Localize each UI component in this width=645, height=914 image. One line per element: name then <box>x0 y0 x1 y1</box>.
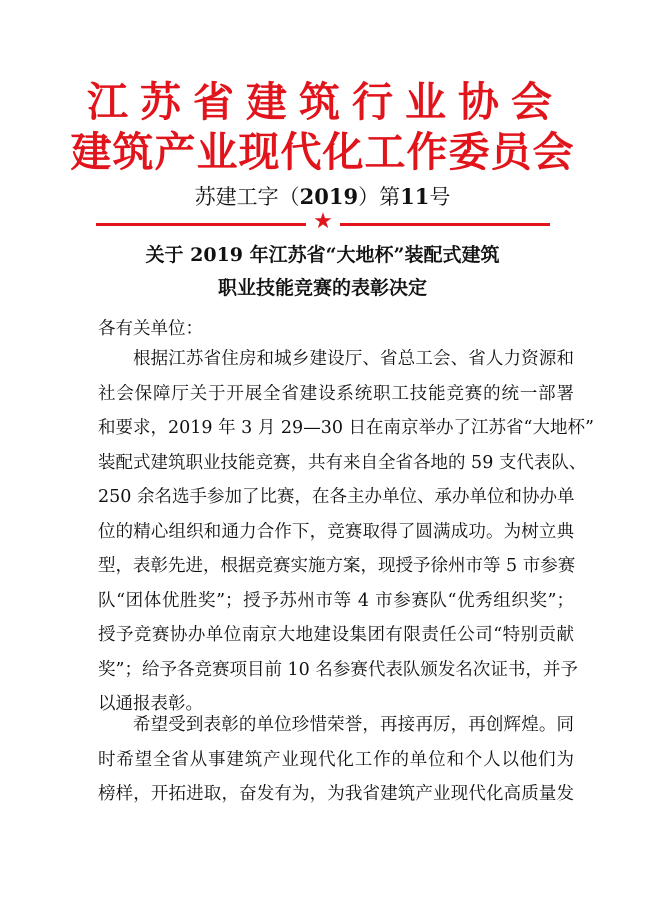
paragraph-line: 250 余名选手参加了比赛，在各主办单位、承办单位和协办单 <box>98 487 575 507</box>
paragraph-line: 型，表彰先进，根据竞赛实施方案，现授予徐州市等 5 市参赛 <box>98 556 576 576</box>
paragraph-line: 榜样，开拓进取，奋发有为，为我省建筑产业现代化高质量发 <box>98 784 574 804</box>
document-title-line1: 关于 2019 年江苏省“大地杯”装配式建筑 <box>145 244 500 266</box>
paragraph-line: 希望受到表彰的单位珍惜荣誉，再接再厉，再创辉煌。同 <box>133 715 574 735</box>
paragraph-line: 社会保障厅关于开展全省建设系统职工技能竞赛的统一部署 <box>98 383 574 404</box>
paragraph-line: 队“团体优胜奖”；授予苏州市等 4 市参赛队“优秀组织奖”； <box>98 590 574 611</box>
star-icon: ★ <box>313 209 333 234</box>
paragraph-line: 根据江苏省住房和城乡建设厅、省总工会、省人力资源和 <box>133 349 574 369</box>
document-number <box>0 183 645 211</box>
doc-number-prefix: 苏建工字（ <box>194 185 300 209</box>
doc-number-suffix: 号 <box>429 185 451 209</box>
paragraph-line: 和要求，2019 年 3 月 29—30 日在南京举办了江苏省“大地杯” <box>98 418 594 438</box>
org-name-line1: 江苏省建筑行业协会 <box>87 78 564 126</box>
paragraph-line: 授予竞赛协办单位南京大地建设集团有限责任公司“特别贡献 <box>98 625 574 645</box>
paragraph-line: 以通报表彰。 <box>98 694 203 714</box>
doc-number-year: 2019 <box>299 184 359 209</box>
paragraph-line: 装配式建筑职业技能竞赛，共有来自全省各地的 59 支代表队、 <box>98 452 587 473</box>
divider-line-right <box>340 223 550 226</box>
document-title-line2: 职业技能竞赛的表彰决定 <box>217 277 427 299</box>
doc-number-no: 11 <box>400 184 430 209</box>
paragraph-line: 位的精心组织和通力合作下，竞赛取得了圆满成功。为树立典 <box>98 521 574 542</box>
divider-line-left <box>96 223 306 226</box>
paragraph-line: 时希望全省从事建筑产业现代化工作的单位和个人以他们为 <box>98 749 574 770</box>
org-name-line2: 建筑产业现代化工作委员会 <box>70 128 575 176</box>
paragraph-2 <box>98 708 574 812</box>
doc-number-mid: ）第 <box>358 185 401 209</box>
salutation: 各有关单位： <box>98 319 203 339</box>
paragraph-1 <box>98 342 594 722</box>
paragraph-line: 奖”；给予各竞赛项目前 10 名参赛代表队颁发名次证书，并予 <box>98 659 578 680</box>
header-divider <box>96 209 550 234</box>
